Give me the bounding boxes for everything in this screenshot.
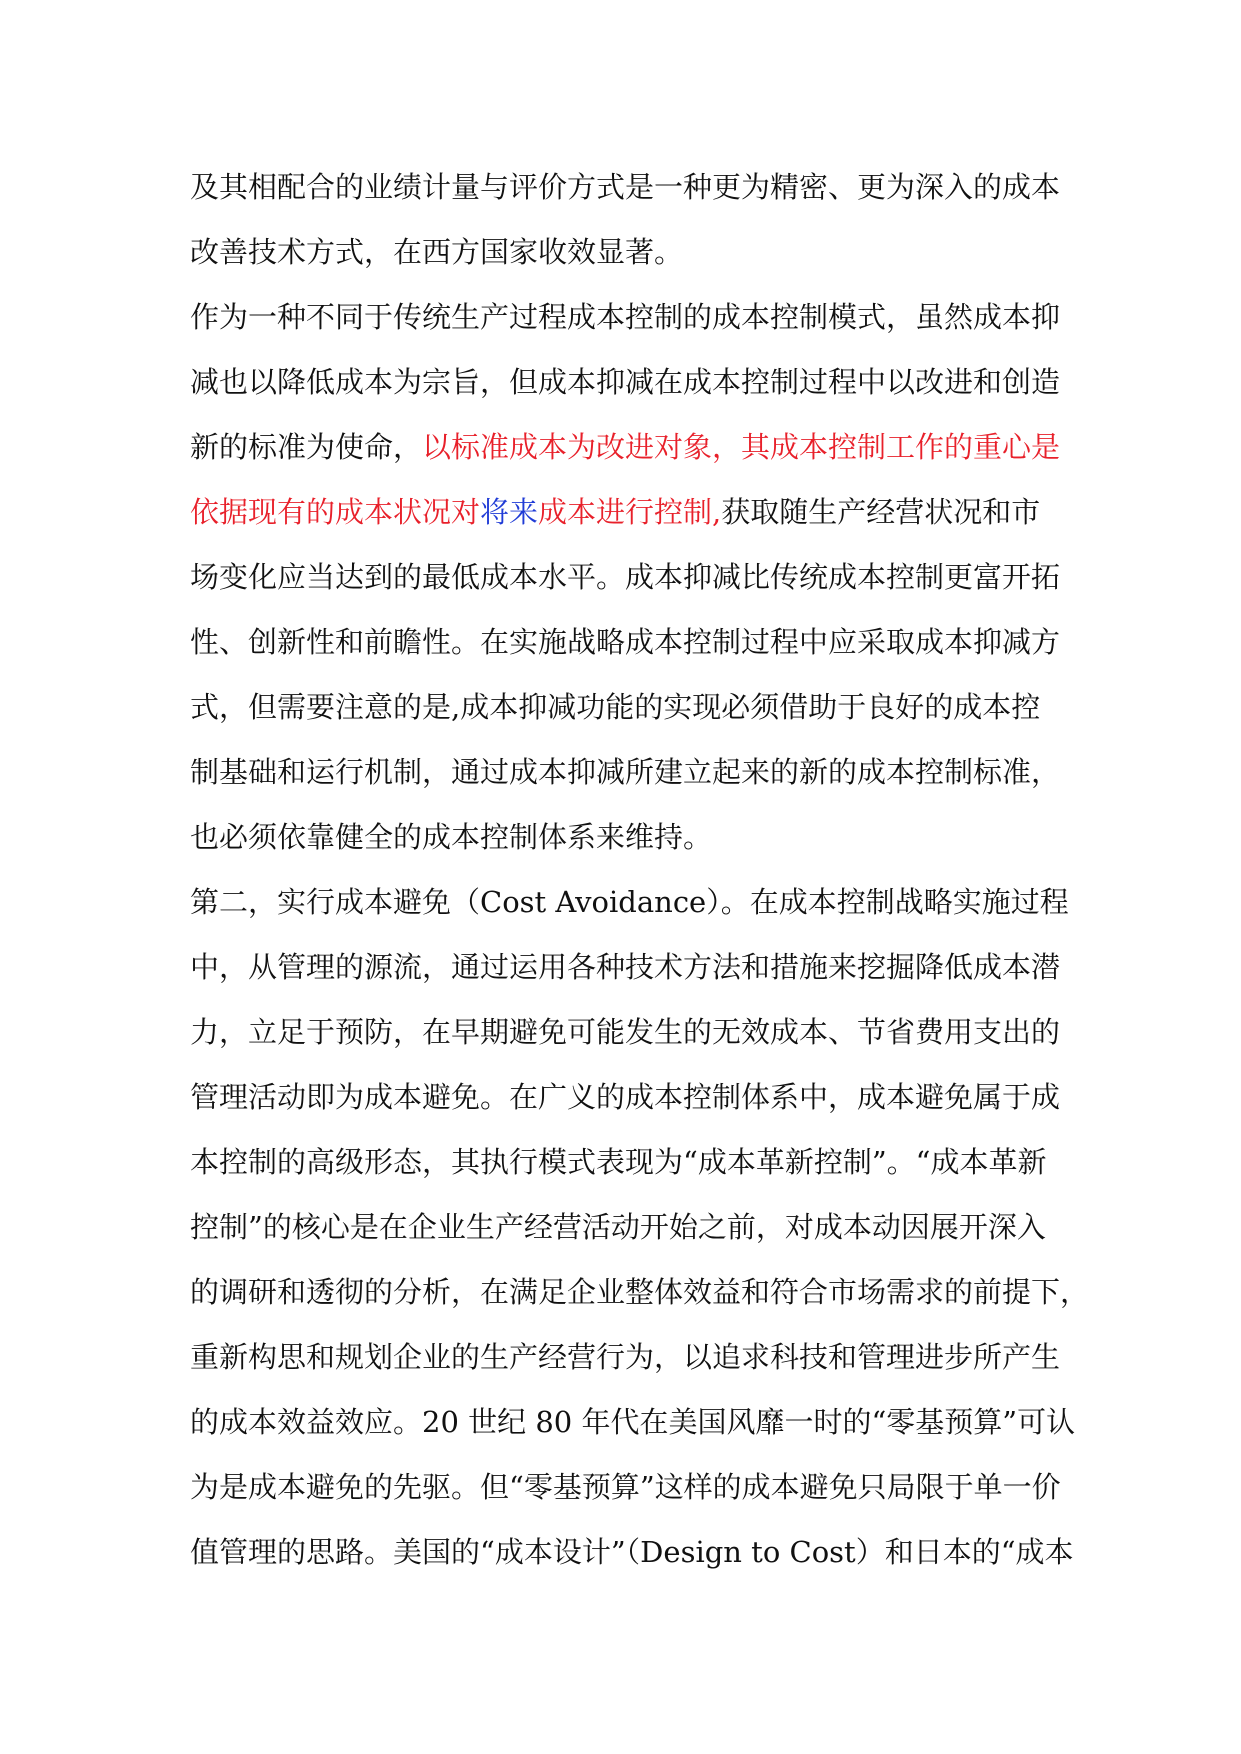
- highlighted-text-red: 成本进行控制,: [538, 495, 722, 529]
- text-line: [190, 1065, 1060, 1130]
- text-run: 改善技术方式，在西方国家收效显著。: [190, 235, 684, 269]
- text-line: [190, 155, 1060, 220]
- text-run: 重新构思和规划企业的生产经营行为，以追求科技和管理进步所产生: [190, 1340, 1061, 1374]
- text-line: [190, 350, 1060, 415]
- text-run: 制基础和运行机制，通过成本抑减所建立起来的新的成本控制标准，: [190, 755, 1061, 789]
- text-run: 的调研和透彻的分析，在满足企业整体效益和符合市场需求的前提下，: [190, 1275, 1090, 1309]
- text-line: [190, 415, 1060, 480]
- text-run: 性、创新性和前瞻性。在实施战略成本控制过程中应采取成本抑减方: [190, 625, 1061, 659]
- text-run: 获取随生产经营状况和市: [721, 495, 1041, 529]
- text-line: [190, 480, 1060, 545]
- text-line: [190, 1455, 1060, 1520]
- text-run: 中，从管理的源流，通过运用各种技术方法和措施来挖掘降低成本潜: [190, 950, 1061, 984]
- text-run: 作为一种不同于传统生产过程成本控制的成本控制模式，虽然成本抑: [190, 300, 1061, 334]
- text-line: [190, 870, 1069, 935]
- text-run: 及其相配合的业绩计量与评价方式是一种更为精密、更为深入的成本: [190, 170, 1061, 204]
- text-line: [190, 1520, 1074, 1585]
- text-line: [190, 1000, 1060, 1065]
- text-run: 减也以降低成本为宗旨，但成本抑减在成本控制过程中以改进和创造: [190, 365, 1061, 399]
- text-run: 本控制的高级形态，其执行模式表现为“成本革新控制”。“成本革新: [190, 1145, 1047, 1179]
- text-line: [190, 545, 1060, 610]
- text-line: [190, 1195, 1060, 1260]
- text-run: 新的标准为使命，: [190, 430, 423, 464]
- highlighted-text-blue: 将来: [480, 495, 539, 529]
- text-line: [190, 805, 1060, 870]
- text-line: [190, 285, 1060, 350]
- text-run: 场变化应当达到的最低成本水平。成本抑减比传统成本控制更富开拓: [190, 560, 1061, 594]
- text-run: 管理活动即为成本避免。在广义的成本控制体系中，成本避免属于成: [190, 1080, 1061, 1114]
- text-run: 控制”的核心是在企业生产经营活动开始之前，对成本动因展开深入: [190, 1210, 1046, 1244]
- body-text: [190, 155, 1090, 1585]
- text-run: 值管理的思路。美国的“成本设计”（Design to Cost）和日本的“成本: [190, 1535, 1074, 1569]
- text-line: [190, 740, 1060, 805]
- text-run: 式，但需要注意的是,成本抑减功能的实现必须借助于良好的成本控: [190, 690, 1041, 724]
- text-run: 为是成本避免的先驱。但“零基预算”这样的成本避免只局限于单一价: [190, 1470, 1061, 1504]
- text-line: [190, 220, 1060, 285]
- text-line: [190, 1130, 1060, 1195]
- text-line: [190, 1260, 1090, 1325]
- text-line: [190, 1325, 1060, 1390]
- text-run: 第二，实行成本避免（Cost Avoidance）。在成本控制战略实施过程: [190, 885, 1069, 919]
- text-run: 的成本效益效应。20 世纪 80 年代在美国风靡一时的“零基预算”可认: [190, 1405, 1076, 1439]
- highlighted-text-red: 依据现有的成本状况对: [190, 495, 481, 529]
- text-line: [190, 1390, 1076, 1455]
- text-line: [190, 675, 1060, 740]
- highlighted-text-red: 以标准成本为改进对象，其成本控制工作的重心是: [422, 430, 1061, 464]
- text-line: [190, 610, 1060, 675]
- text-run: 力，立足于预防，在早期避免可能发生的无效成本、节省费用支出的: [190, 1015, 1061, 1049]
- text-run: 也必须依靠健全的成本控制体系来维持。: [190, 820, 713, 854]
- text-line: [190, 935, 1060, 1000]
